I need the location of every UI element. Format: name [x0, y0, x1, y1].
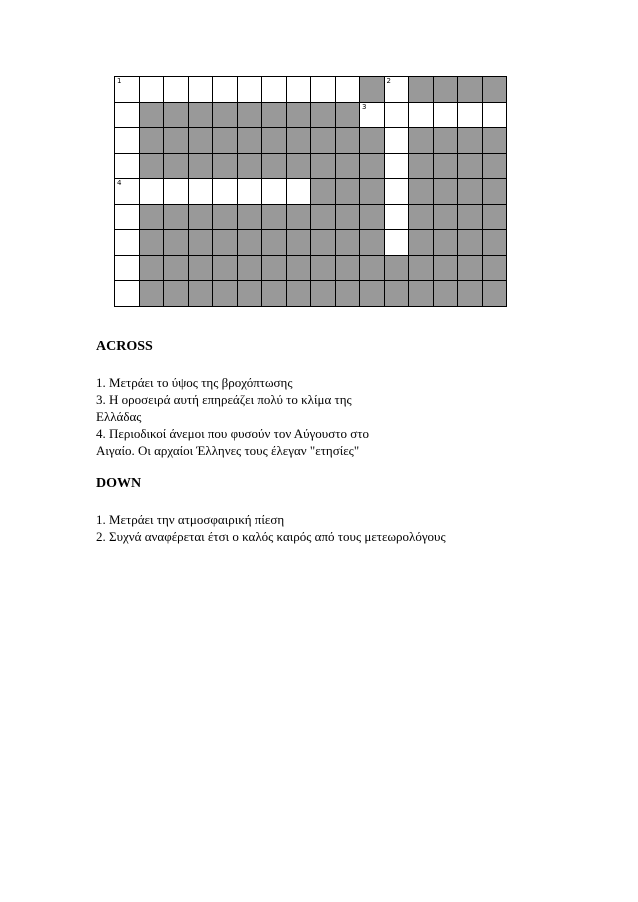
grid-block: [164, 128, 189, 154]
grid-block: [409, 179, 434, 205]
clues-panel: [96, 338, 516, 561]
grid-row: [115, 77, 507, 103]
grid-cell[interactable]: [115, 281, 140, 307]
grid-block: [482, 204, 507, 230]
crossword-grid: [114, 76, 507, 307]
grid-cell[interactable]: [213, 179, 238, 205]
grid-block: [237, 255, 262, 281]
grid-cell[interactable]: [115, 77, 140, 103]
grid-block: [188, 281, 213, 307]
grid-block: [335, 281, 360, 307]
grid-block: [213, 128, 238, 154]
grid-cell[interactable]: [360, 102, 385, 128]
grid-block: [311, 153, 336, 179]
grid-block: [188, 255, 213, 281]
grid-block: [311, 128, 336, 154]
grid-block: [286, 102, 311, 128]
grid-block: [188, 153, 213, 179]
grid-block: [213, 153, 238, 179]
grid-block: [433, 153, 458, 179]
grid-block: [139, 281, 164, 307]
grid-block: [262, 153, 287, 179]
grid-block: [433, 204, 458, 230]
grid-row: [115, 230, 507, 256]
down-clue-1: 1. Μετράει την ατμοσφαιρική πίεση: [96, 512, 285, 527]
grid-block: [384, 255, 409, 281]
grid-cell[interactable]: [286, 77, 311, 103]
grid-block: [482, 128, 507, 154]
grid-cell[interactable]: [115, 153, 140, 179]
grid-block: [360, 179, 385, 205]
grid-cell[interactable]: [188, 179, 213, 205]
grid-block: [311, 230, 336, 256]
down-clue-2: 2. Συχνά αναφέρεται έτσι ο καλός καιρός από τους μετεωρολόγους: [96, 529, 446, 544]
grid-block: [139, 153, 164, 179]
grid-block: [482, 281, 507, 307]
grid-block: [458, 281, 483, 307]
grid-block: [164, 255, 189, 281]
grid-block: [360, 281, 385, 307]
grid-block: [213, 255, 238, 281]
grid-block: [237, 128, 262, 154]
grid-cell[interactable]: [237, 179, 262, 205]
grid-block: [139, 204, 164, 230]
grid-block: [213, 204, 238, 230]
grid-block: [237, 281, 262, 307]
grid-block: [433, 179, 458, 205]
grid-block: [262, 204, 287, 230]
grid-block: [335, 230, 360, 256]
grid-row: [115, 102, 507, 128]
grid-block: [458, 153, 483, 179]
grid-block: [139, 255, 164, 281]
grid-block: [360, 230, 385, 256]
grid-block: [360, 255, 385, 281]
across-clue-1: 1. Μετράει το ύψος της βροχόπτωσης: [96, 375, 293, 390]
grid-cell[interactable]: [188, 77, 213, 103]
across-clue-3: 3. Η οροσειρά αυτή επηρεάζει πολύ το κλίμα της Ελλάδας: [96, 392, 352, 424]
grid-block: [335, 204, 360, 230]
grid-cell[interactable]: [384, 230, 409, 256]
grid-block: [262, 255, 287, 281]
grid-block: [311, 281, 336, 307]
grid-cell[interactable]: [115, 204, 140, 230]
grid-block: [311, 204, 336, 230]
grid-block: [213, 102, 238, 128]
grid-block: [237, 230, 262, 256]
grid-cell[interactable]: [262, 179, 287, 205]
grid-block: [433, 255, 458, 281]
grid-block: [262, 230, 287, 256]
grid-block: [433, 128, 458, 154]
grid-block: [482, 230, 507, 256]
grid-cell[interactable]: [237, 77, 262, 103]
grid-cell[interactable]: [286, 179, 311, 205]
grid-block: [360, 128, 385, 154]
grid-block: [433, 281, 458, 307]
grid-cell[interactable]: [115, 179, 140, 205]
grid-cell[interactable]: [139, 179, 164, 205]
grid-block: [360, 204, 385, 230]
grid-block: [286, 153, 311, 179]
grid-block: [360, 153, 385, 179]
grid-block: [335, 128, 360, 154]
down-section: [96, 475, 516, 545]
grid-row: [115, 153, 507, 179]
grid-block: [188, 204, 213, 230]
grid-block: [213, 281, 238, 307]
across-clue-4: 4. Περιοδικοί άνεμοι που φυσούν τον Αύγουστο στο Αιγαίο. Οι αρχαίοι Έλληνες τους έλεγαν "ετησίες": [96, 426, 369, 458]
grid-block: [237, 204, 262, 230]
grid-block: [482, 179, 507, 205]
grid-row: [115, 179, 507, 205]
grid-cell[interactable]: [311, 77, 336, 103]
grid-cell[interactable]: [384, 102, 409, 128]
grid-block: [458, 204, 483, 230]
grid-cell[interactable]: [262, 77, 287, 103]
grid-cell[interactable]: [115, 230, 140, 256]
grid-block: [458, 77, 483, 103]
grid-block: [360, 77, 385, 103]
grid-cell[interactable]: [384, 204, 409, 230]
grid-block: [409, 77, 434, 103]
grid-cell[interactable]: [164, 77, 189, 103]
grid-block: [262, 281, 287, 307]
grid-block: [433, 230, 458, 256]
grid-block: [433, 77, 458, 103]
grid-block: [286, 204, 311, 230]
grid-block: [458, 255, 483, 281]
grid-block: [458, 230, 483, 256]
grid-block: [458, 179, 483, 205]
grid-row: [115, 281, 507, 307]
grid-block: [335, 179, 360, 205]
grid-block: [188, 128, 213, 154]
down-heading: DOWN: [96, 476, 142, 491]
grid-block: [409, 204, 434, 230]
grid-block: [164, 281, 189, 307]
grid-cell[interactable]: [384, 77, 409, 103]
grid-cell[interactable]: [433, 102, 458, 128]
grid-block: [384, 281, 409, 307]
grid-block: [482, 255, 507, 281]
grid-block: [311, 179, 336, 205]
grid-block: [409, 153, 434, 179]
grid-block: [335, 255, 360, 281]
grid-block: [164, 102, 189, 128]
clue-number: 1: [117, 77, 122, 85]
grid-block: [139, 230, 164, 256]
clue-number: 4: [117, 179, 122, 187]
grid-block: [286, 230, 311, 256]
grid-block: [139, 102, 164, 128]
grid-block: [311, 255, 336, 281]
grid-block: [139, 128, 164, 154]
grid-block: [286, 128, 311, 154]
grid-block: [286, 281, 311, 307]
grid-block: [311, 102, 336, 128]
grid-cell[interactable]: [384, 153, 409, 179]
grid-block: [409, 255, 434, 281]
grid-cell[interactable]: [384, 179, 409, 205]
grid-cell[interactable]: [384, 128, 409, 154]
grid-row: [115, 128, 507, 154]
grid-block: [458, 128, 483, 154]
grid-cell[interactable]: [115, 255, 140, 281]
grid-cell[interactable]: [164, 179, 189, 205]
grid-block: [482, 153, 507, 179]
grid-block: [237, 153, 262, 179]
grid-block: [262, 102, 287, 128]
grid-cell[interactable]: [409, 102, 434, 128]
grid-block: [262, 128, 287, 154]
grid-block: [213, 230, 238, 256]
across-heading: ACROSS: [96, 339, 153, 354]
grid-block: [409, 128, 434, 154]
grid-cell[interactable]: [482, 102, 507, 128]
grid-cell[interactable]: [115, 102, 140, 128]
grid-cell[interactable]: [335, 77, 360, 103]
grid-cell[interactable]: [458, 102, 483, 128]
grid-block: [409, 281, 434, 307]
across-section: [96, 338, 516, 459]
grid-block: [335, 153, 360, 179]
grid-cell[interactable]: [213, 77, 238, 103]
grid-cell[interactable]: [139, 77, 164, 103]
grid-block: [164, 153, 189, 179]
clue-number: 3: [362, 102, 367, 111]
grid-block: [286, 255, 311, 281]
grid-block: [188, 102, 213, 128]
grid-block: [409, 230, 434, 256]
grid-row: [115, 204, 507, 230]
grid-cell[interactable]: [115, 128, 140, 154]
grid-block: [237, 102, 262, 128]
grid-block: [164, 230, 189, 256]
grid-block: [164, 204, 189, 230]
clue-number: 2: [386, 77, 391, 85]
grid-block: [335, 102, 360, 128]
grid-block: [188, 230, 213, 256]
grid-block: [482, 77, 507, 103]
grid-row: [115, 255, 507, 281]
